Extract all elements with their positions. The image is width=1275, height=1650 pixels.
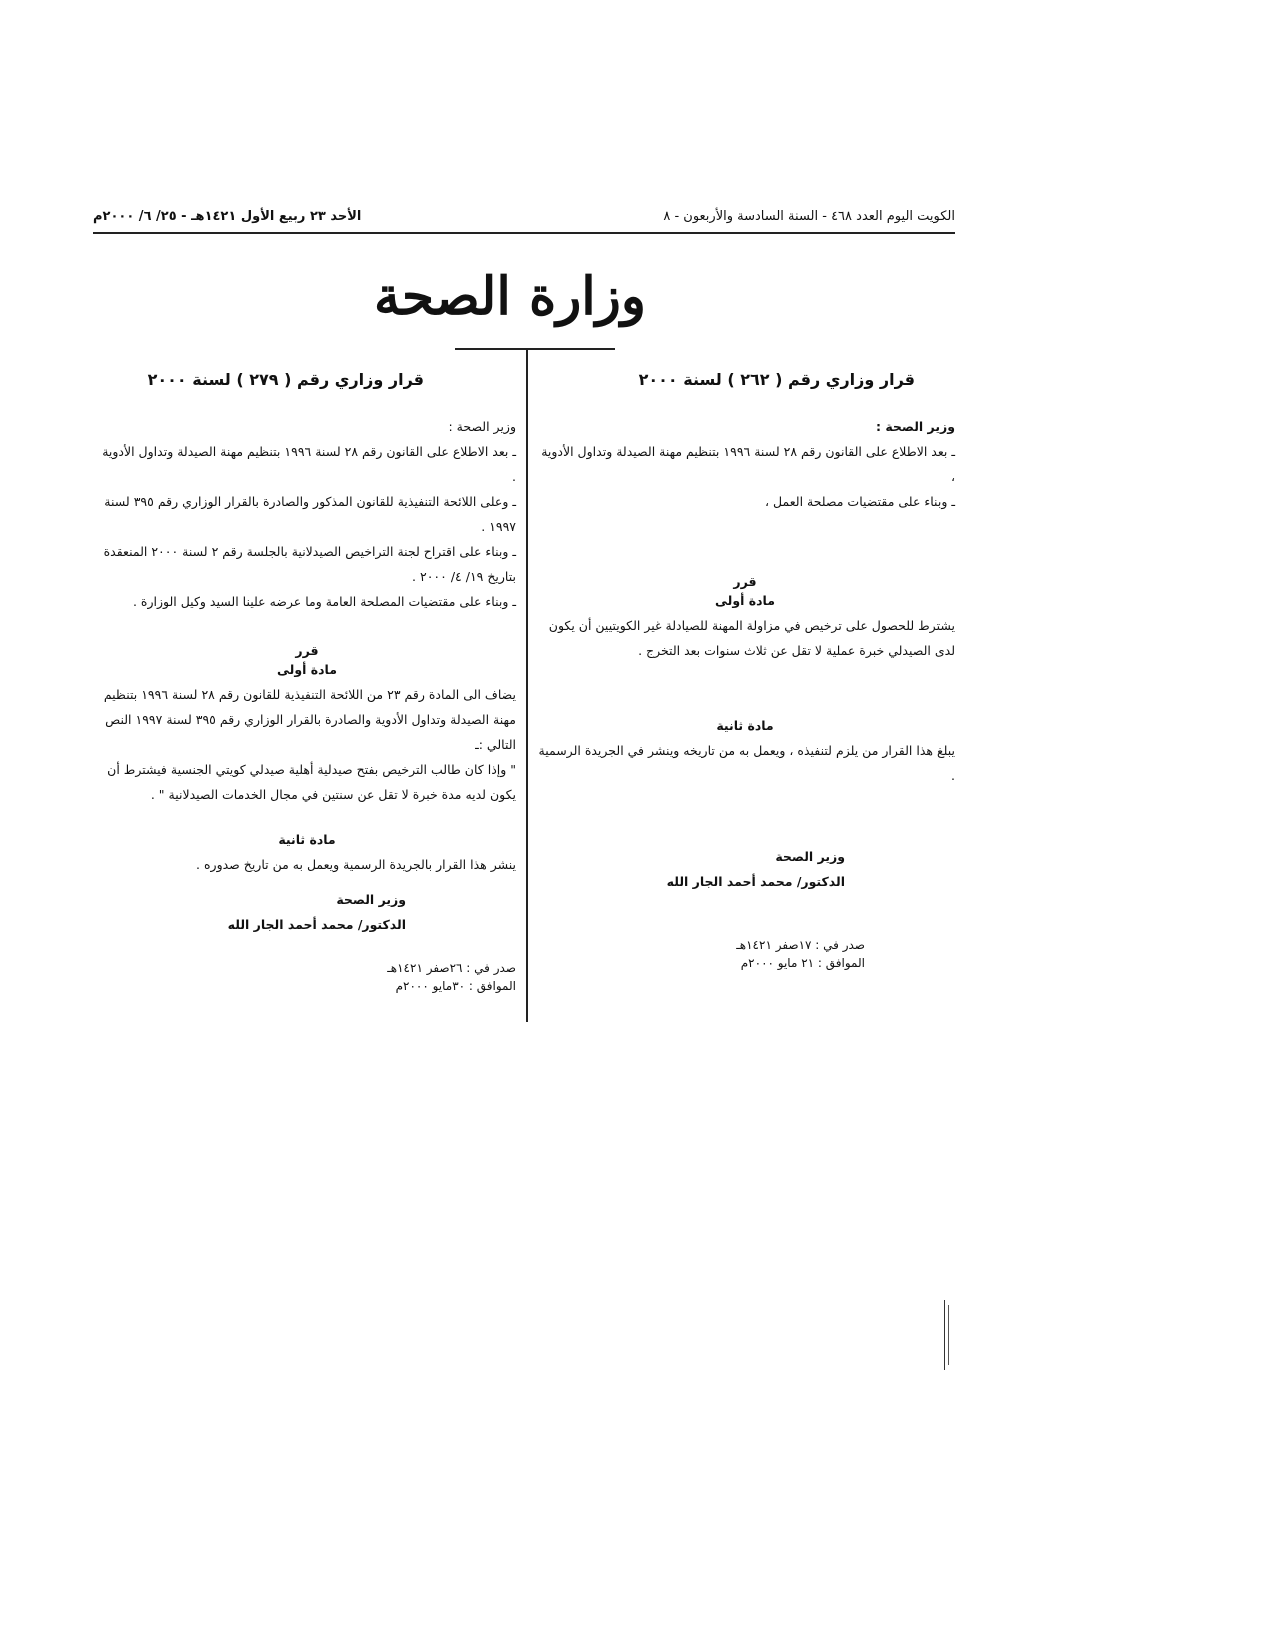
decree-262-issued-gregorian: الموافق : ٢١ مايو ٢٠٠٠م xyxy=(740,956,865,970)
decree-279-recital-3: ـ وبناء على اقتراح لجنة التراخيص الصيدلانية بالجلسة رقم ٢ لسنة ٢٠٠٠ المنعقدة بتاريخ ١٩/ ٤/ ٢٠٠٠ . xyxy=(103,544,516,584)
header-rule xyxy=(93,232,955,234)
decree-262-title: قرار وزاري رقم ( ٢٦٢ ) لسنة ٢٠٠٠ xyxy=(638,370,915,389)
decree-279-decided: قرر xyxy=(295,643,319,658)
decree-279-recital-4: ـ وبناء على مقتضيات المصلحة العامة وما عرضه علينا السيد وكيل الوزارة . xyxy=(132,594,516,609)
decree-279 xyxy=(98,368,516,995)
ministry-rule xyxy=(455,348,615,350)
decree-279-issued-gregorian: الموافق : ٣٠مايو ٢٠٠٠م xyxy=(395,979,516,993)
decree-262-article-2-text: يبلغ هذا القرار من يلزم لتنفيذه ، ويعمل به من تاريخه وينشر في الجريدة الرسمية . xyxy=(538,743,955,783)
decree-262-recital-1: ـ بعد الاطلاع على القانون رقم ٢٨ لسنة ١٩٩٦ بتنظيم مهنة الصيدلة وتداول الأدوية ، xyxy=(541,444,955,484)
decree-279-issued-hijri: صدر في : ٢٦صفر ١٤٢١هـ xyxy=(387,961,516,975)
issue-info: الكويت اليوم العدد ٤٦٨ - السنة السادسة والأربعون - ٨ xyxy=(663,209,955,224)
decree-279-article-1-heading: مادة أولى xyxy=(277,662,337,677)
margin-mark xyxy=(948,1305,949,1365)
decree-279-article-1-text: يضاف الى المادة رقم ٢٣ من اللائحة التنفيذية للقانون رقم ٢٨ لسنة ١٩٩٦ بتنظيم مهنة الصيدلة وتداول الأدوية والصادرة بالقرار الوزاري رقم ٣٩٥ لسنة ١٩٩٧ النص التالي :ـ xyxy=(103,687,516,752)
decree-262-article-1-text: يشترط للحصول على ترخيص في مزاولة المهنة للصيادلة غير الكويتيين أن يكون لدى الصيدلي خبرة عملية لا تقل عن ثلاث سنوات بعد التخرج . xyxy=(548,618,955,658)
decree-279-signature-title: وزير الصحة xyxy=(336,892,406,907)
decree-279-recital-1: ـ بعد الاطلاع على القانون رقم ٢٨ لسنة ١٩٩٦ بتنظيم مهنة الصيدلة وتداول الأدوية . xyxy=(102,444,516,484)
decree-262 xyxy=(535,368,955,972)
decree-262-recital-2: ـ وبناء على مقتضيات مصلحة العمل ، xyxy=(765,494,955,509)
issue-date: الأحد ٢٣ ربيع الأول ١٤٢١هـ - ٢٥/ ٦/ ٢٠٠٠م xyxy=(93,209,362,224)
decree-262-signature-title: وزير الصحة xyxy=(775,849,845,864)
ministry-title: وزارة الصحة xyxy=(374,266,646,327)
decree-279-title: قرار وزاري رقم ( ٢٧٩ ) لسنة ٢٠٠٠ xyxy=(147,370,424,389)
decree-279-article-1-quote: " وإذا كان طالب الترخيص بفتح صيدلية أهلية صيدلي كويتي الجنسية فيشترط أن يكون لديه مدة خبرة لا تقل عن سنتين في مجال الخدمات الصيدلانية " . xyxy=(107,762,516,802)
decree-279-article-2-text: ينشر هذا القرار بالجريدة الرسمية ويعمل به من تاريخ صدوره . xyxy=(196,857,516,872)
column-divider xyxy=(526,350,528,1022)
decree-279-recital-2: ـ وعلى اللائحة التنفيذية للقانون المذكور والصادرة بالقرار الوزاري رقم ٣٩٥ لسنة ١٩٩٧ . xyxy=(104,494,516,534)
decree-262-decided: قرر xyxy=(733,574,757,589)
running-header xyxy=(93,207,955,233)
decree-262-signature-name: الدكتور/ محمد أحمد الجار الله xyxy=(666,874,845,889)
decree-279-article-2-heading: مادة ثانية xyxy=(278,832,336,847)
decree-279-signature-name: الدكتور/ محمد أحمد الجار الله xyxy=(227,917,406,932)
margin-mark xyxy=(944,1300,945,1370)
decree-262-issued-hijri: صدر في : ١٧صفر ١٤٢١هـ xyxy=(736,938,865,952)
decree-262-article-2-heading: مادة ثانية xyxy=(716,718,774,733)
decree-279-minister-heading: وزير الصحة : xyxy=(448,419,516,434)
decree-262-minister-heading: وزير الصحة : xyxy=(875,419,955,434)
decree-262-article-1-heading: مادة أولى xyxy=(715,593,775,608)
